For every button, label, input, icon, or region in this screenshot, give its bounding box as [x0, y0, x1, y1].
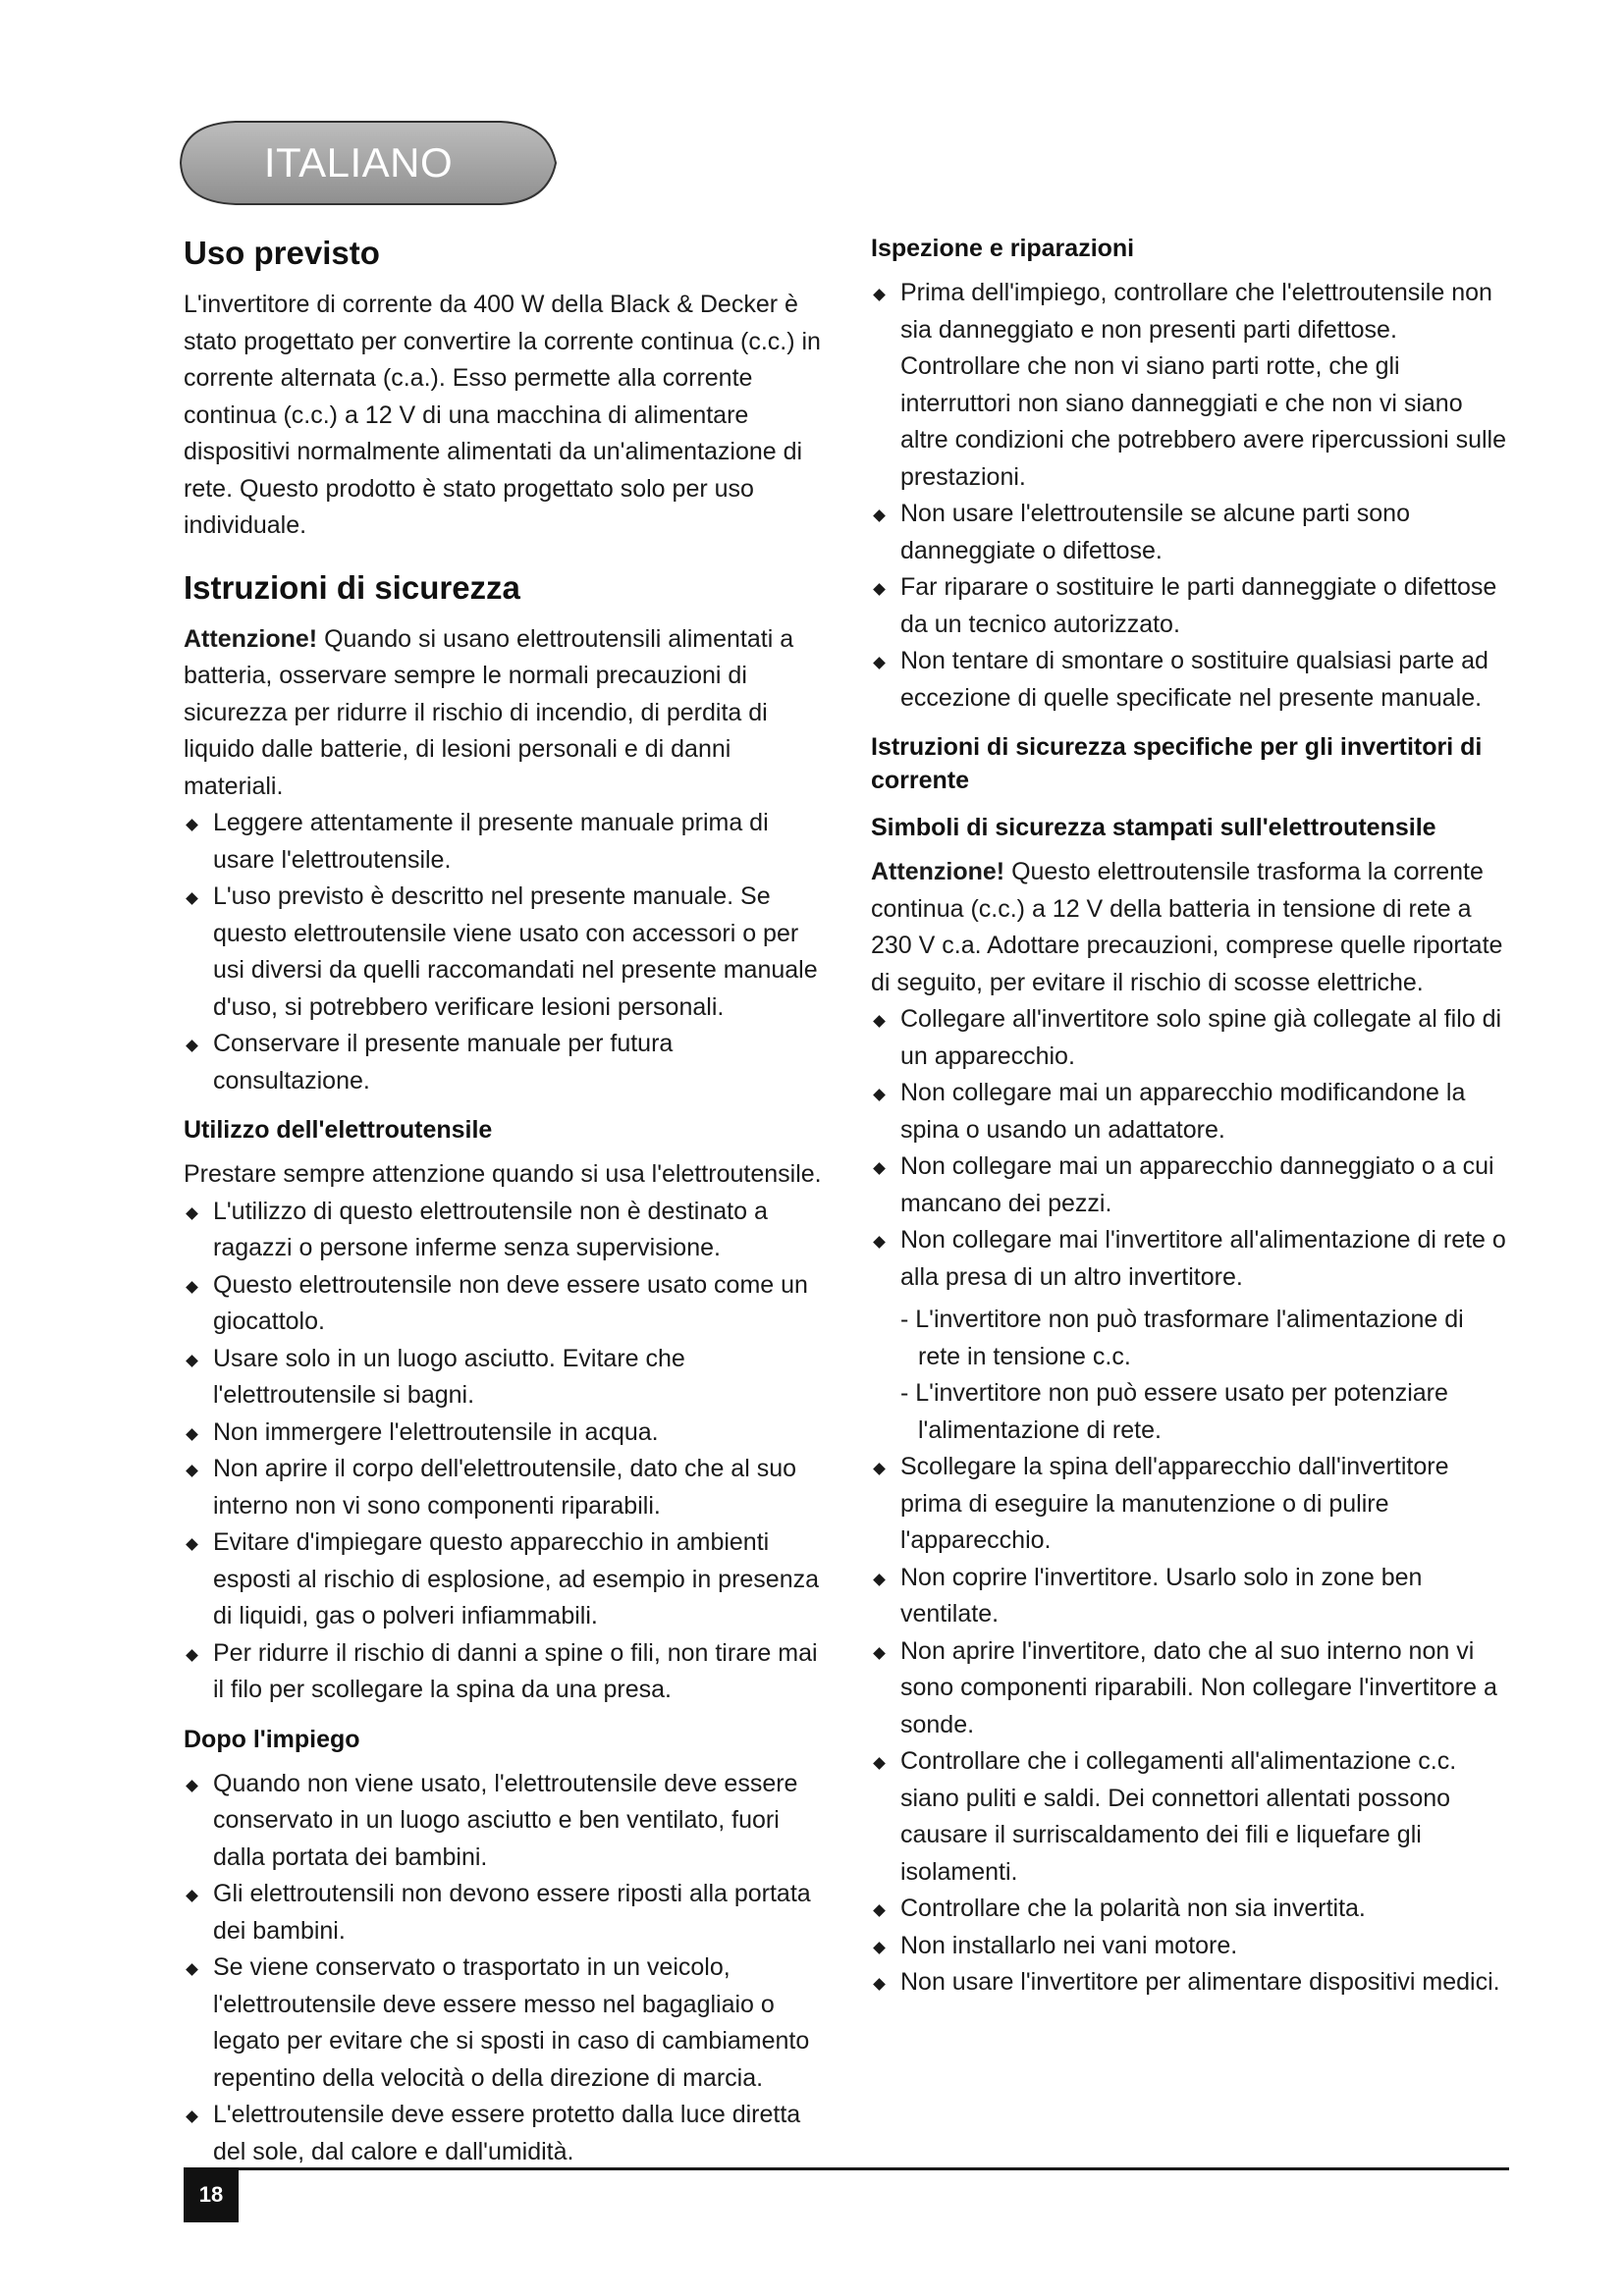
list-item: Conservare il presente manuale per futura consultazione.	[184, 1026, 822, 1099]
list-item: Prima dell'impiego, controllare che l'elettroutensile non sia danneggiato e non presenti parti difettose. Controllare che non vi siano parti rotte, che gli interruttori non siano danneggiati e che non vi siano altre condizioni che potrebbero avere ripercussioni sulle prestazioni.	[871, 275, 1509, 496]
bullet-list-dopo	[184, 1766, 822, 2171]
sub-item: - L'invertitore non può essere usato per potenziare l'alimentazione di rete.	[900, 1379, 1448, 1444]
warning-label: Attenzione!	[184, 624, 318, 653]
sub-item: - L'invertitore non può trasformare l'alimentazione di rete in tensione c.c.	[900, 1306, 1464, 1370]
list-item: Non aprire il corpo dell'elettroutensile, dato che al suo interno non vi sono componenti riparabili.	[184, 1451, 822, 1524]
list-item: L'uso previsto è descritto nel presente manuale. Se questo elettroutensile viene usato con accessori o per usi diversi da quelli raccomandati nel presente manuale d'uso, si potrebbero verificare lesioni personali.	[184, 879, 822, 1026]
list-item: Quando non viene usato, l'elettroutensile deve essere conservato in un luogo asciutto e ben ventilato, fuori dalla portata dei bambini.	[184, 1766, 822, 1877]
heading-uso-previsto: Uso previsto	[184, 235, 380, 271]
paragraph-uso-previsto: L'invertitore di corrente da 400 W della Black & Decker è stato progettato per convertire la corrente continua (c.c.) in corrente alternata (c.a.). Esso permette alla corrente continua (c.c.) a 12 V di una macchina di alimentare dispositivi normalmente alimentati da un'alimentazione di rete. Questo prodotto è stato progettato solo per uso individuale.	[184, 291, 821, 539]
list-item: Controllare che la polarità non sia invertita.	[871, 1891, 1509, 1928]
heading-istruzioni-sicurezza: Istruzioni di sicurezza	[184, 568, 520, 606]
heading-istruzioni-specifiche: Istruzioni di sicurezza specifiche per gli invertitori di corrente	[871, 733, 1483, 794]
warning-paragraph	[871, 854, 1509, 1001]
list-item: Non collegare mai un apparecchio danneggiato o a cui mancano dei pezzi.	[871, 1148, 1509, 1222]
list-item: Non aprire l'invertitore, dato che al suo interno non vi sono componenti riparabili. Non collegare l'invertitore a sonde.	[871, 1633, 1509, 1744]
list-item: Non installarlo nei vani motore.	[871, 1928, 1509, 1965]
warning-label: Attenzione!	[871, 858, 1005, 885]
language-label: ITALIANO	[263, 139, 454, 186]
heading-ispezione: Ispezione e riparazioni	[871, 235, 1135, 262]
warning-text: Questo elettroutensile trasforma la corrente continua (c.c.) a 12 V della batteria in tensione di rete a 230 V c.a. Adottare precauzioni, comprese quelle riportate di seguito, per evitare il rischio di scosse elettriche.	[871, 858, 1503, 996]
sub-list	[871, 1302, 1509, 1449]
list-item: Scollegare la spina dell'apparecchio dall'invertitore prima di eseguire la manutenzione o di pulire l'apparecchio.	[871, 1449, 1509, 1560]
warning-text: Quando si usano elettroutensili alimentati a batteria, osservare sempre le normali precauzioni di sicurezza per ridurre il rischio di incendio, di perdita di liquido dalle batterie, di lesioni personali e di danni materiali.	[184, 624, 794, 800]
right-column	[871, 232, 1509, 2007]
list-item: Se viene conservato o trasportato in un veicolo, l'elettroutensile deve essere messo nel bagagliaio o legato per evitare che si sposti in caso di cambiamento repentino della velocità o della direzione di marcia.	[184, 1949, 822, 2097]
list-item: Non usare l'invertitore per alimentare dispositivi medici.	[871, 1964, 1509, 2002]
list-item: Non tentare di smontare o sostituire qualsiasi parte ad eccezione di quelle specificate nel presente manuale.	[871, 643, 1509, 717]
list-item: Controllare che i collegamenti all'alimentazione c.c. siano puliti e saldi. Dei connettori allentati possono causare il surriscaldamento dei fili e liquefare gli isolamenti.	[871, 1743, 1509, 1891]
bullet-list-utilizzo	[184, 1194, 822, 1709]
list-item: Per ridurre il rischio di danni a spine o fili, non tirare mai il filo per scollegare la spina da una presa.	[184, 1635, 822, 1709]
page-number: 18	[184, 2167, 239, 2222]
bullet-list-general	[184, 805, 822, 1099]
list-item: Non coprire l'invertitore. Usarlo solo in zone ben ventilate.	[871, 1560, 1509, 1633]
list-item: Evitare d'impiegare questo apparecchio in ambienti esposti al rischio di esplosione, ad esempio in presenza di liquidi, gas o polveri infiammabili.	[184, 1524, 822, 1635]
list-item: Non immergere l'elettroutensile in acqua.	[184, 1415, 822, 1452]
bullet-list-invertitore	[871, 1001, 1509, 1296]
list-item: Leggere attentamente il presente manuale prima di usare l'elettroutensile.	[184, 805, 822, 879]
footer-rule	[184, 2167, 1509, 2170]
language-tab	[177, 116, 560, 210]
heading-simboli: Simboli di sicurezza stampati sull'elettroutensile	[871, 814, 1436, 841]
bullet-list-ispezione	[871, 275, 1509, 717]
list-item: L'utilizzo di questo elettroutensile non è destinato a ragazzi o persone inferme senza supervisione.	[184, 1194, 822, 1267]
heading-dopo-impiego: Dopo l'impiego	[184, 1725, 360, 1753]
list-item: Non collegare mai un apparecchio modificandone la spina o usando un adattatore.	[871, 1075, 1509, 1148]
list-item: Gli elettroutensili non devono essere riposti alla portata dei bambini.	[184, 1876, 822, 1949]
left-column	[184, 232, 822, 2176]
list-item: Non usare l'elettroutensile se alcune parti sono danneggiate o difettose.	[871, 496, 1509, 569]
list-item: Collegare all'invertitore solo spine già collegate al filo di un apparecchio.	[871, 1001, 1509, 1075]
list-item: Questo elettroutensile non deve essere usato come un giocattolo.	[184, 1267, 822, 1341]
paragraph-utilizzo: Prestare sempre attenzione quando si usa l'elettroutensile.	[184, 1160, 822, 1188]
list-item: Non collegare mai l'invertitore all'alimentazione di rete o alla presa di un altro invertitore.	[871, 1222, 1509, 1296]
warning-paragraph	[184, 621, 822, 806]
list-item: Usare solo in un luogo asciutto. Evitare che l'elettroutensile si bagni.	[184, 1341, 822, 1415]
list-item: Far riparare o sostituire le parti danneggiate o difettose da un tecnico autorizzato.	[871, 569, 1509, 643]
heading-utilizzo: Utilizzo dell'elettroutensile	[184, 1116, 493, 1144]
bullet-list-invertitore-2	[871, 1449, 1509, 2002]
list-item: L'elettroutensile deve essere protetto dalla luce diretta del sole, dal calore e dall'umidità.	[184, 2097, 822, 2170]
